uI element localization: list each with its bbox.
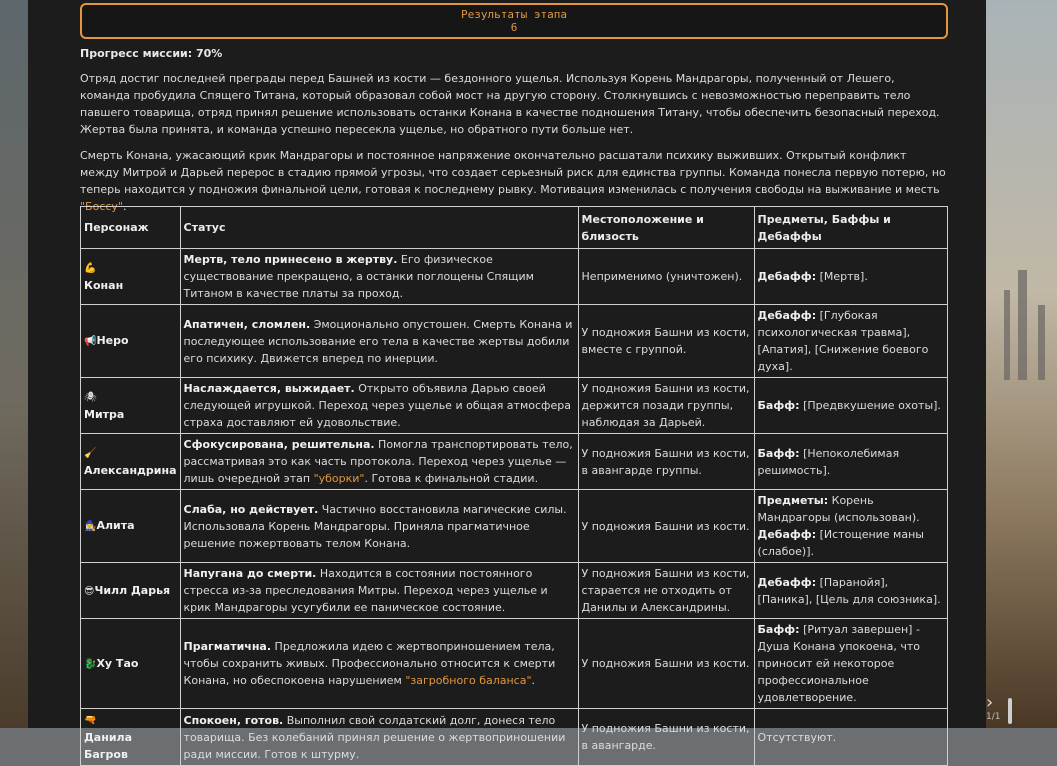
effects-cell: Бафф: [Непоколебимая решимость]. bbox=[754, 434, 947, 490]
header-character: Персонаж bbox=[81, 207, 181, 249]
table-row bbox=[81, 490, 948, 563]
location-cell: У подножия Башни из кости, вместе с группой. bbox=[578, 305, 754, 378]
status-cell: Слаба, но действует. Частично восстановила магические силы. Использовала Корень Мандрагоры. Приняла прагматичное решение пожертвовать телом Конана. bbox=[180, 490, 578, 563]
boss-highlight: "Боссу" bbox=[80, 200, 124, 213]
character-name: Конан bbox=[84, 279, 124, 292]
character-name: Данила Багров bbox=[84, 731, 133, 761]
header-location: Местоположение и близость bbox=[578, 207, 754, 249]
broom-icon: 🧹 bbox=[84, 448, 97, 459]
table-row bbox=[81, 709, 948, 766]
character-cell bbox=[81, 490, 181, 563]
next-page-button[interactable]: › bbox=[986, 692, 994, 713]
chat-message-panel bbox=[28, 0, 1001, 761]
status-cell: Прагматична. Предложила идею с жертвоприношением тела, чтобы сохранить живых. Профессионально относится к смерти Конана, но обеспокоена нарушением "загробного баланса". bbox=[180, 619, 578, 709]
effects-cell: Дебафф: [Паранойя], [Паника], [Цель для союзника]. bbox=[754, 563, 947, 619]
summary-paragraph-2-text: Смерть Конана, ужасающий крик Мандрагоры и постоянное напряжение окончательно расшатали психику выживших. Открытый конфликт между Митрой и Дарьей перерос в стадию прямой угрозы, что создает серьезный риск для единства группы. Команда понесла первую потерю, но теперь находится у подножия финальной цели, готовая к последнему рывку. Мотивация изменилась с получения свободы на выживание и месть bbox=[80, 149, 946, 196]
status-cell: Сфокусирована, решительна. Помогла транспортировать тело, рассматривая это как часть протокола. Переход через ущелье — лишь очередной этап "уборки". Готова к финальной стадии. bbox=[180, 434, 578, 490]
summary-paragraph-2 bbox=[80, 147, 946, 215]
table-header-row bbox=[81, 207, 948, 249]
status-cell: Мертв, тело принесено в жертву. Его физическое существование прекращено, а останки поглощены Спящим Титаном в качестве платы за проход. bbox=[180, 249, 578, 305]
table-row bbox=[81, 249, 948, 305]
location-cell: У подножия Башни из кости, старается не отходить от Данилы и Александрины. bbox=[578, 563, 754, 619]
character-cell bbox=[81, 563, 181, 619]
location-cell: У подножия Башни из кости. bbox=[578, 490, 754, 563]
background-tower bbox=[1018, 270, 1027, 380]
location-cell: У подножия Башни из кости. bbox=[578, 619, 754, 709]
background-tower bbox=[1004, 290, 1010, 380]
character-cell bbox=[81, 305, 181, 378]
header-effects: Предметы, Баффы и Дебаффы bbox=[754, 207, 947, 249]
scrollbar-thumb[interactable] bbox=[1008, 698, 1012, 724]
stage-result-number: 6 bbox=[510, 21, 518, 34]
gun-icon: 🔫 bbox=[84, 715, 97, 726]
background-tower bbox=[1038, 305, 1045, 380]
effects-cell: Отсутствуют. bbox=[754, 709, 947, 766]
effects-cell: Дебафф: [Глубокая психологическая травма], [Апатия], [Снижение боевого духа]. bbox=[754, 305, 947, 378]
background-right-strip bbox=[986, 0, 1057, 728]
character-cell bbox=[81, 434, 181, 490]
location-cell: У подножия Башни из кости, в авангарде. bbox=[578, 709, 754, 766]
summary-paragraph-1: Отряд достиг последней преграды перед Башней из кости — бездонного ущелья. Используя Корень Мандрагоры, полученный от Лешего, команда пробудила Спящего Титана, который образовал собой мост на другую сторону. Столкнувшись с невозможностью переправить тело павшего товарища, отряд принял решение использовать останки Конана в качестве подношения Титану, чтобы обеспечить безопасный переход. Жертва была принята, и команда успешно пересекла ущелье, но обратного пути больше нет. bbox=[80, 72, 940, 136]
muscle-icon: 💪 bbox=[84, 263, 97, 274]
sunglasses-icon: 😎 bbox=[84, 585, 95, 597]
effects-cell: Предметы: Корень Мандрагоры (использован). Дебафф: [Истощение маны (слабое)]. bbox=[754, 490, 947, 563]
status-cell: Наслаждается, выжидает. Открыто объявила Дарью своей следующей игрушкой. Переход через ущелье и общая атмосфера страха доставляют ей удовольствие. bbox=[180, 378, 578, 434]
afterlife-balance-highlight: "загробного баланса" bbox=[405, 674, 532, 687]
summary-paragraph-2-end: . bbox=[123, 200, 127, 213]
dragon-icon: 🐉 bbox=[84, 658, 97, 670]
spider-icon: 🕷 bbox=[84, 392, 97, 403]
table-row bbox=[81, 305, 948, 378]
character-name: Чилл Дарья bbox=[94, 583, 171, 597]
stage-result-header bbox=[80, 3, 948, 39]
character-status-table bbox=[80, 206, 948, 766]
character-name: Ху Тао bbox=[96, 656, 139, 670]
character-cell bbox=[81, 249, 181, 305]
table-row bbox=[81, 378, 948, 434]
status-cell: Напугана до смерти. Находится в состоянии постоянного стресса из-за преследования Митры. Переход через ущелье и крик Мандрагоры усугубили ее паническое состояние. bbox=[180, 563, 578, 619]
character-name: Митра bbox=[84, 408, 125, 421]
effects-cell: Бафф: [Предвкушение охоты]. bbox=[754, 378, 947, 434]
cleanup-highlight: "уборки" bbox=[313, 472, 365, 485]
stage-result-title: Результаты этапа bbox=[461, 8, 567, 21]
status-cell: Спокоен, готов. Выполнил свой солдатский долг, донеся тело товарища. Без колебаний принял решение о жертвоприношении ради миссии. Готов к штурму. bbox=[180, 709, 578, 766]
location-cell: У подножия Башни из кости, в авангарде группы. bbox=[578, 434, 754, 490]
background-left-strip bbox=[0, 0, 28, 728]
header-status: Статус bbox=[180, 207, 578, 249]
character-name: Александрина bbox=[84, 464, 177, 477]
location-cell: У подножия Башни из кости, держится позади группы, наблюдая за Дарьей. bbox=[578, 378, 754, 434]
location-cell: Неприменимо (уничтожен). bbox=[578, 249, 754, 305]
table-row bbox=[81, 619, 948, 709]
character-name: Неро bbox=[96, 334, 129, 347]
character-cell bbox=[81, 709, 181, 766]
effects-cell: Бафф: [Ритуал завершен] - Душа Конана упокоена, что приносит ей некоторое профессиональное удовлетворение. bbox=[754, 619, 947, 709]
megaphone-icon: 📢 bbox=[84, 336, 97, 347]
page-counter: 1/1 bbox=[986, 712, 1001, 722]
character-cell bbox=[81, 378, 181, 434]
status-cell: Апатичен, сломлен. Эмоционально опустошен. Смерть Конана и последующее использование его тела в качестве жертвы добили его психику. Движется вперед по инерции. bbox=[180, 305, 578, 378]
mage-icon: 🧙‍♀️ bbox=[84, 521, 97, 532]
table-row bbox=[81, 434, 948, 490]
character-name: Алита bbox=[96, 519, 135, 532]
mission-progress: Прогресс миссии: 70% bbox=[80, 47, 223, 60]
character-cell bbox=[81, 619, 181, 709]
table-row bbox=[81, 563, 948, 619]
effects-cell: Дебафф: [Мертв]. bbox=[754, 249, 947, 305]
